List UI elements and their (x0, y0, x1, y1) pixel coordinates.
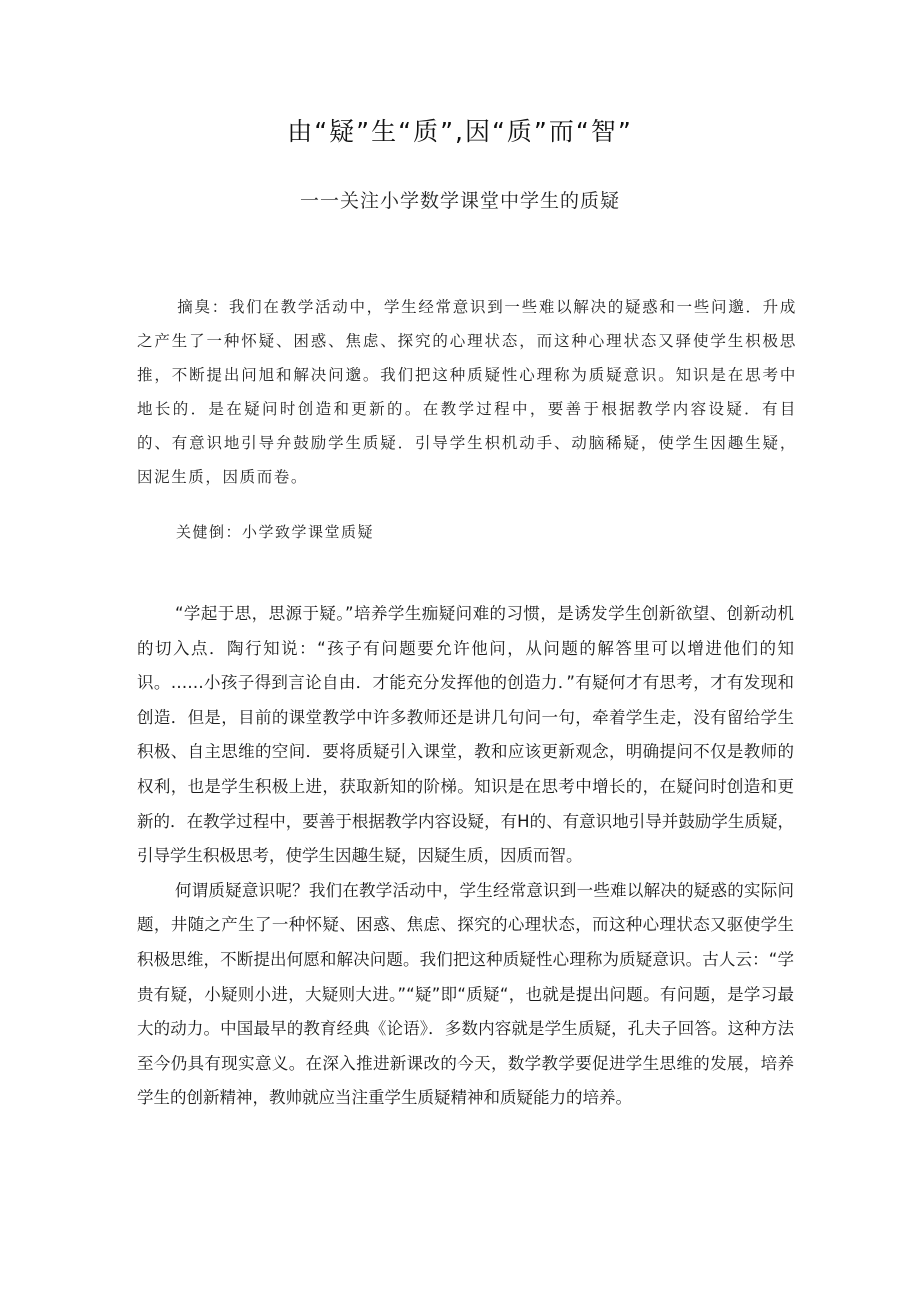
abstract-text: 摘臭：我们在教学活动中，学生经常意识到一些难以解决的疑惑和一些问邈．升成之产生了一种怀疑、困惑、焦虑、探究的心理状态，而这种心理状态又驿使学生枳极思推，不断提出问旭和解决问邈。我们把这种质疑性心理称为质疑意识。知识是在思考中地长的．是在疑问时创造和更新的。在教学过程中，要善于根据教学内容设疑．有目的、有意识地引导弁鼓励学生质疑．引导学生枳机动手、动脑稀疑，使学生因趣生疑，因泥生质，因质而卷。 (137, 298, 797, 486)
document-title: 由“疑”生“质”,因“质”而“智” (287, 117, 633, 146)
body-paragraph: “学起于思，思源于疑。”培养学生痂疑问难的习惯，是诱发学生创新欲望、创新动机的切入点．陶行知说：“孩子有问题要允许他问，从问题的解答里可以增进他们的知识。……小孩子得到言论自由．才能充分发挥他的创造力．”有疑何才有思考，才有发现和创造．但是，目前的课堂教学中许多教师还是讲几句问一句，牵着学生走，没有留给学生积极、自主思维的空间．要将质疑引入课堂，教和应该更新观念，明确提问不仅是教师的权利，也是学生积极上进，获取新知的阶梯。知识是在思考中增长的，在疑问时创造和更新的．在教学过程中，要善于根据教学内容设疑，有H的、有意识地引导并鼓励学生质疑，引导学生积极思考，使学生因趣生疑，因疑生质，因质而智。 (137, 604, 794, 866)
abstract-section (137, 290, 797, 494)
body-paragraph: 何谓质疑意识呢？我们在教学活动中，学生经常意识到一些难以解决的疑惑的实际问题，井随之产生了一种怀疑、困惑、焦虑、探究的心理状态，而这种心理状态又驱使学生积极思维，不断提出何愿和解决问题。我们把这种质疑性心理称为质疑意识。古人云：“学贵有疑，小疑则小进，大疑则大进。”“疑”即“质疑“，也就是提出问题。有问题，是学习最大的动力。中国最早的教育经典《论语》．多数内容就是学生质疑，孔夫子回答。这种方法至今仍具有现实意义。在深入推进新课改的今天，数学教学要促进学生思维的发展，培养学生的创新精神，教帅就应当注重学生质疑精神和质疑能力的培养。 (137, 880, 794, 1108)
body-section (137, 597, 794, 1116)
document-subtitle: 一一关注小学数学课堂中学生的质疑 (299, 190, 620, 212)
keywords-line: 关健倒：小学致学课堂质疑 (176, 523, 375, 541)
